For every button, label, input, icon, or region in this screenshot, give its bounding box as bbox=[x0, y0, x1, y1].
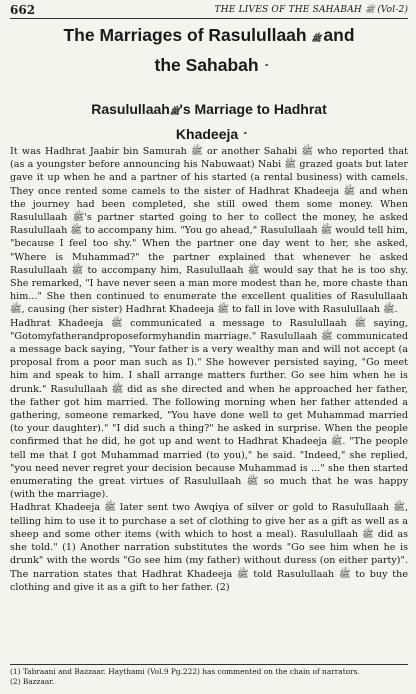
paragraph: Hadhrat Khadeeja ﷺ communicated a message to Rasulullaah ﷺ saying, "Gotomyfatherandproposeformyhandin marriage." Rasulullaah ﷺ communicated a message back saying, "Your father is a very wealthy man and will not accept (a proposal from a poor man such as I)." She however persisted saying, "Go meet him and speak to him. I shall arrange matters further. Go see him when he is drunk." Rasulullaah ﷺ did as she directed and when he approached her father, the father got him married. The following morning when her father attended a gathering, someone remarked, "You have done well to get Muhammad married (to your daughter)." "I did such a thing?" he asked in surprise. When the people confirmed that he did, he got up and went to Hadhrat Khadeeja ﷺ. "The people tell me that I got Muhammad married (to you)," he said. "Indeed," she replied, "you need never regret your decision because Muhammad is ..." she then started enumerating the great virtues of Rasulullaah ﷺ so much that he was happy (with the marriage). bbox=[10, 317, 408, 501]
section-title-line1-suffix: 's Marriage to Hadhrat bbox=[179, 101, 327, 117]
running-title-text: THE LIVES OF THE SAHABAH bbox=[214, 5, 362, 15]
running-title bbox=[215, 4, 409, 16]
footnote: (2) Bazzaar. bbox=[10, 677, 55, 686]
chapter-title-and: and bbox=[323, 25, 355, 45]
footnote: (1) Tabraani and Bazzaar. Haythami (Vol.9 Pg.222) has commented on the chain of narrators. bbox=[10, 667, 360, 676]
body-text bbox=[10, 145, 408, 594]
chapter-title bbox=[10, 22, 408, 82]
footnotes bbox=[10, 664, 408, 687]
section-title-line1: Rasulullaah bbox=[91, 101, 170, 117]
paragraph: Hadhrat Khadeeja ﷺ later sent two Awqiya of silver or gold to Rasulullaah ﷺ, telling him to use it to purchase a set of clothing to give her as a gift as well as a sheep and some other items (with which to host a meal). Rasulullaah ﷺ did as she told." (1) Another narration substitutes the words "Go see him when he is drunk" with the words "Go see him (my father) without duress (on either party)". The narration states that Hadhrat Khadeeja ﷺ told Rasulullaah ﷺ to buy the clothing and give it as a gift to her father. (2) bbox=[10, 502, 409, 593]
arabic-honorific-glyph: ﷺ bbox=[169, 107, 180, 116]
page-header bbox=[10, 2, 408, 19]
section-title bbox=[10, 98, 408, 148]
arabic-honorific-glyph: ﷺ bbox=[311, 34, 324, 43]
arabic-honorific-glyph: ﷺ bbox=[365, 5, 378, 14]
volume-label: (Vol-2) bbox=[377, 5, 408, 15]
paragraph: It was Hadhrat Jaabir bin Samurah ﷺ or another Sahabi ﷺ who reported that (as a youngster before announcing his Nabuwaat) Nabi ﷺ grazed goats but later gave it up when he and a partner of his started (a rental business) with camels. They once rented some camels to the sister of Hadhrat Khadeeja ﷺ and when the journey had been completed, she still owed them some money. When Rasulullaah ﷺ's partner started going to her to collect the money, he asked Rasulullaah ﷺ to accompany him. "You go ahead," Rasulullaah ﷺ would tell him, "because I feel too shy." When the partner one day went to her, she asked, "Where is Muhammad?" the partner explained that whenever he asked Rasulullaah ﷺ to accompany him, Rasulullaah ﷺ would say that he is too shy. She remarked, "I have never seen a man more modest than he, more chaste than him..." She then continued to enumerate the excellent qualities of Rasulullaah ﷺ, causing (her sister) Hadhrat Khadeeja ﷺ to fall in love with Rasulullaah ﷺ. bbox=[10, 146, 409, 316]
section-title-line2: Khadeeja bbox=[175, 126, 239, 142]
chapter-title-line2: the Sahabah bbox=[154, 55, 259, 75]
chapter-title-line1: The Marriages of Rasulullaah bbox=[63, 25, 307, 45]
page-number: 662 bbox=[10, 3, 36, 17]
